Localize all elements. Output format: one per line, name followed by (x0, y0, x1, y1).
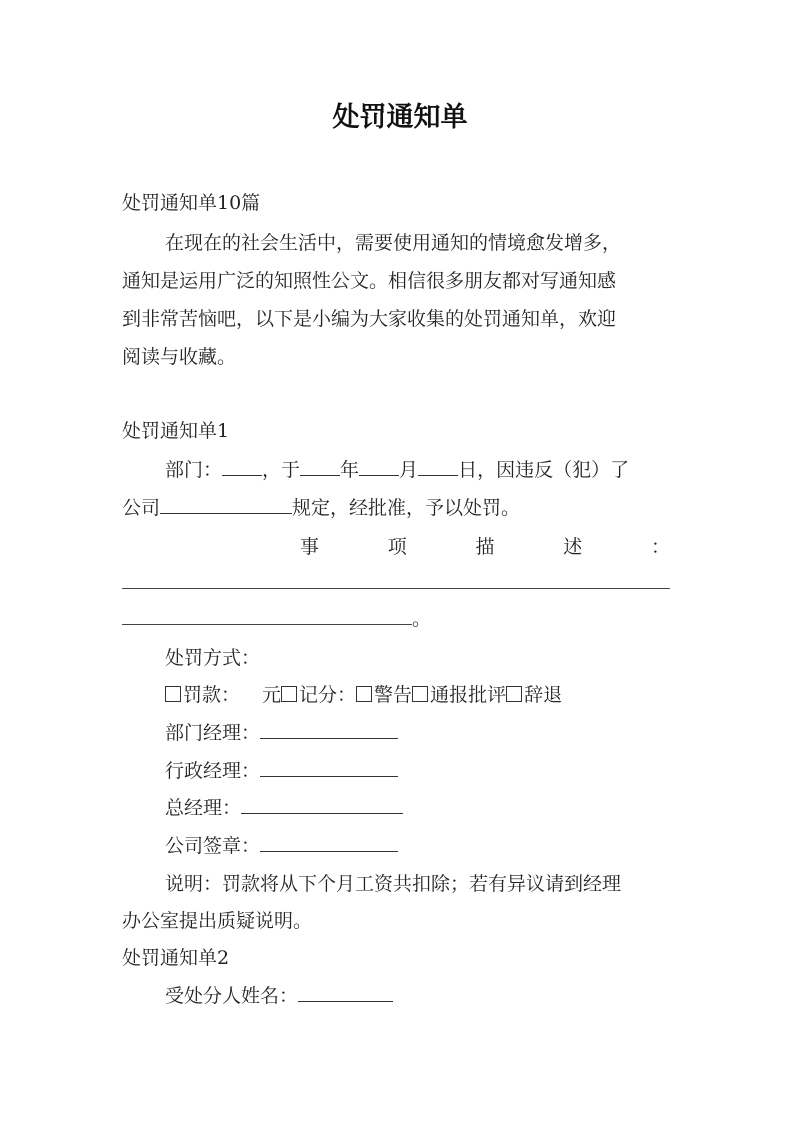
note-line-1: 说明：罚款将从下个月工资共扣除；若有异议请到经理 (165, 873, 622, 895)
date-prefix: ，于 (262, 459, 301, 481)
points-label: 记分： (299, 684, 357, 706)
document-title: 处罚通知单 (332, 102, 468, 133)
year-label: 年 (340, 459, 360, 481)
notice1-company-line (122, 493, 520, 523)
dismissal-label: 辞退 (524, 684, 563, 706)
describe-char-1: 事 (300, 536, 320, 558)
warning-checkbox[interactable] (356, 686, 372, 702)
dept-label: 部门： (165, 459, 223, 481)
recipient-name-label: 受处分人姓名： (165, 985, 299, 1007)
company-label: 公司 (122, 497, 161, 519)
criticism-checkbox[interactable] (412, 686, 428, 702)
dept-blank (222, 455, 262, 476)
company-seal-label: 公司签章： (165, 835, 261, 857)
describe-char-3: 描 (475, 536, 495, 558)
dept-manager-label: 部门经理： (165, 722, 261, 744)
fine-checkbox[interactable] (165, 686, 181, 702)
intro-line-4: 阅读与收藏。 (122, 346, 237, 368)
dept-manager-line (165, 718, 398, 748)
general-manager-line (165, 793, 403, 823)
warning-label: 警告 (374, 684, 413, 706)
dismissal-checkbox[interactable] (506, 686, 522, 702)
notice1-dept-line (165, 455, 629, 485)
rules-tail: 规定，经批准，予以处罚。 (292, 497, 521, 519)
intro-line-2: 通知是运用广泛的知照性公文。相信很多朋友都对写通知感 (122, 270, 617, 292)
recipient-name-line (165, 981, 393, 1011)
notice2-heading: 处罚通知单2 (122, 947, 230, 969)
points-checkbox[interactable] (281, 686, 297, 702)
intro-heading: 处罚通知单10篇 (122, 192, 261, 214)
year-blank (300, 455, 340, 476)
description-period: 。 (412, 608, 432, 630)
month-blank (359, 455, 399, 476)
describe-heading (300, 532, 670, 562)
description-rule-1 (122, 588, 670, 589)
fine-label: 罚款： (183, 684, 241, 706)
company-seal-line (165, 831, 398, 861)
criticism-label: 通报批评 (430, 684, 507, 706)
note-line-2: 办公室提出质疑说明。 (122, 910, 313, 932)
notice1-heading: 处罚通知单1 (122, 420, 230, 442)
recipient-name-blank (298, 981, 393, 1002)
general-manager-label: 总经理： (165, 797, 242, 819)
intro-line-3: 到非常苦恼吧，以下是小编为大家收集的处罚通知单，欢迎 (122, 308, 617, 330)
admin-manager-label: 行政经理： (165, 760, 261, 782)
describe-char-5: ： (650, 536, 670, 558)
dept-manager-blank (260, 718, 398, 739)
company-seal-blank (260, 831, 398, 852)
rules-blank (160, 493, 292, 514)
describe-char-2: 项 (387, 536, 407, 558)
describe-char-4: 述 (563, 536, 583, 558)
intro-line-1: 在现在的社会生活中，需要使用通知的情境愈发增多， (165, 232, 622, 254)
month-label: 月 (399, 459, 419, 481)
day-blank (418, 455, 458, 476)
yuan-label: 元 (262, 684, 282, 706)
penalty-options-line (165, 680, 562, 710)
day-violation-label: 日，因违反（犯）了 (458, 459, 630, 481)
admin-manager-blank (260, 756, 398, 777)
general-manager-blank (241, 793, 403, 814)
admin-manager-line (165, 756, 398, 786)
description-rule-2 (122, 624, 412, 625)
method-label: 处罚方式： (165, 647, 261, 669)
